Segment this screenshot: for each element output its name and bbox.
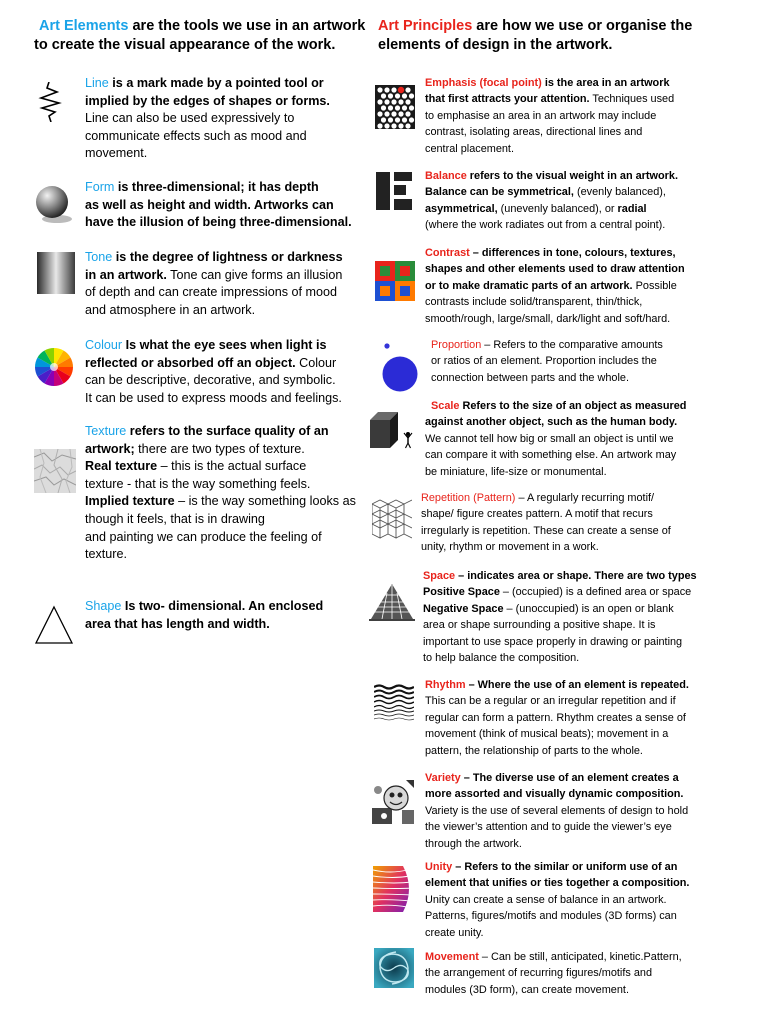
elements-header-line1: are the tools we use in an artwork (128, 18, 366, 34)
principle-balance-name: Balance (425, 170, 467, 182)
element-tone-text4: and atmosphere in an artwork. (85, 302, 256, 317)
principle-balance-radial: radial (617, 202, 647, 215)
space-pyramid-icon (369, 581, 415, 623)
element-texture (85, 423, 356, 564)
principle-unity-text4: Patterns, figures/motifs and modules (3D forms) can (425, 910, 677, 923)
positive-space-text: – (occupied) is a defined area or space (499, 586, 692, 599)
element-tone (85, 249, 343, 319)
element-texture-text8: texture. (85, 547, 127, 562)
principle-unity (425, 859, 689, 941)
principles-title: Art Principles (378, 18, 473, 34)
principle-variety-text3: Variety is the use of several elements of design to hold (425, 804, 689, 817)
principle-variety-text4: the viewer’s attention and to guide the viewer’s eye (425, 821, 672, 834)
sphere-form-icon (33, 183, 73, 225)
principle-movement-text1: – Can be still, anticipated, kinetic.Pattern, (478, 951, 682, 963)
principles-header-line2: elements of design in the artwork. (378, 37, 613, 53)
repetition-cube-pattern-icon (372, 498, 412, 541)
principle-space-text6: to help balance the composition. (423, 652, 580, 665)
balance-blocks-icon (375, 171, 413, 211)
principle-unity-name: Unity (425, 861, 453, 873)
principle-repetition-name: Repetition (Pattern) (421, 492, 516, 504)
element-line-def2: implied by the edges of shapes or forms. (85, 93, 330, 108)
principle-contrast-text4: contrasts include solid/transparent, thin/thick, (425, 296, 643, 309)
real-texture-text: – this is the actual surface (157, 459, 307, 474)
principle-repetition-text4: unity, rhythm or movement in a work. (421, 541, 599, 554)
principle-balance (425, 168, 678, 234)
element-colour (85, 337, 342, 407)
principle-proportion-text2: or ratios of an element. Proportion includes the (431, 355, 657, 368)
principle-contrast-text3: Possible (632, 279, 677, 292)
principle-emphasis-def2: that first attracts your attention. (425, 93, 590, 106)
element-tone-text3: of depth and can create impressions of mood (85, 285, 338, 300)
principle-balance-text4: (where the work radiates out from a central point). (425, 219, 666, 232)
principle-space-name: Space (423, 570, 456, 582)
principle-emphasis-text4: contrast, isolating areas, directional lines and (425, 126, 643, 139)
element-colour-def1: Is what the eye sees when light is (122, 338, 327, 352)
element-line-text3: Line can also be used expressively to (85, 111, 295, 126)
principle-emphasis-text5: central placement. (425, 142, 514, 155)
principle-repetition-text2: shape/ figure creates pattern. A motif that recurs (421, 508, 653, 521)
principle-contrast (425, 245, 685, 327)
elements-header-line2: to create the visual appearance of the work. (34, 37, 336, 53)
element-texture-name: Texture (85, 424, 127, 438)
element-tone-name: Tone (85, 250, 113, 264)
element-form-def2: as well as height and width. Artworks can (85, 197, 334, 212)
principle-scale-text5: be miniature, life-size or monumental. (425, 465, 607, 478)
element-tone-def2: in an artwork. (85, 267, 167, 282)
unity-op-art-icon (373, 866, 415, 912)
principles-header (378, 17, 692, 55)
principle-variety-text5: through the artwork. (425, 837, 522, 850)
real-texture-label: Real texture (85, 459, 158, 474)
principle-variety (425, 770, 688, 852)
principle-emphasis-text3: to emphasise an area in an artwork may include (425, 109, 657, 122)
principle-space-text5: important to use space properly in drawing or painting (423, 635, 683, 648)
principle-balance-bold3: asymmetrical, (425, 202, 498, 215)
principle-movement-text3: modules (3D form), can create movement. (425, 983, 629, 996)
zigzag-line-icon (37, 82, 63, 122)
element-line-def1: is a mark made by a pointed tool or (108, 76, 324, 90)
element-form (85, 179, 352, 232)
element-colour-text4: It can be used to express moods and feelings. (85, 390, 342, 405)
principle-scale-name: Scale (431, 400, 460, 412)
principle-balance-text2: (evenly balanced), (573, 186, 666, 199)
principle-rhythm (425, 677, 689, 759)
principle-contrast-text5: smooth/rough, large/small, dark/light and soft/hard. (425, 312, 671, 325)
element-colour-def2: reflected or absorbed off an object. (85, 355, 296, 370)
principles-header-line1: are how we use or organise the (472, 18, 693, 34)
principle-proportion-text1: – Refers to the comparative amounts (481, 339, 663, 351)
principle-rhythm-text4: movement (think of musical beats); movement in a (425, 728, 669, 741)
element-shape-def2: area that has length and width. (85, 616, 270, 631)
principle-variety-def1: – The diverse use of an element creates a (460, 772, 679, 784)
rhythm-wavy-lines-icon (374, 684, 414, 722)
element-texture-text2: there are two types of texture. (134, 441, 305, 456)
element-form-def1: is three-dimensional; it has depth (114, 180, 319, 194)
principle-contrast-name: Contrast (425, 247, 470, 259)
principle-repetition-text1: – A regularly recurring motif/ (515, 492, 655, 504)
proportion-circles-icon (379, 341, 421, 393)
element-line-name: Line (85, 76, 109, 90)
element-colour-name: Colour (85, 338, 123, 352)
principle-proportion-text3: connection between parts and the whole. (431, 371, 629, 384)
negative-space-text: – (unoccupied) is an open or blank (503, 602, 674, 615)
principle-scale-def2: against another object, such as the human body. (425, 416, 678, 429)
element-texture-text6: though it feels, that is in drawing (85, 511, 265, 526)
negative-space-label: Negative Space (423, 602, 504, 615)
implied-texture-text: – is the way something looks as (174, 494, 356, 509)
principle-contrast-def3: or to make dramatic parts of an artwork. (425, 279, 633, 292)
positive-space-label: Positive Space (423, 586, 500, 599)
colour-wheel-icon (34, 347, 74, 387)
scale-cube-figure-icon (368, 410, 416, 450)
principle-movement (425, 949, 682, 998)
principle-balance-def1: refers to the visual weight in an artwork. (466, 170, 678, 182)
element-texture-text4: texture - that is the way something feels. (85, 476, 311, 491)
principle-unity-text3: Unity can create a sense of balance in an artwork. (425, 893, 667, 906)
principle-emphasis (425, 75, 674, 157)
principle-rhythm-text3: regular can form a pattern. Rhythm creates a sense of (425, 711, 686, 724)
principle-rhythm-def1: – Where the use of an element is repeated. (465, 679, 689, 691)
principle-space-text4: area or shape surrounding a positive shape. It is (423, 619, 656, 632)
principle-proportion (431, 337, 663, 386)
crumpled-paper-texture-icon (34, 449, 76, 493)
element-colour-text3: can be descriptive, decorative, and symbolic. (85, 373, 336, 388)
principle-contrast-def2: shapes and other elements used to draw attention (425, 263, 685, 276)
principle-emphasis-def1: is the area in an artwork (541, 77, 670, 89)
element-shape-def1: Is two- dimensional. An enclosed (121, 599, 324, 613)
principle-emphasis-text2: Techniques used (589, 93, 675, 106)
element-line (85, 75, 330, 163)
tone-gradient-icon (37, 252, 75, 294)
variety-collage-icon (372, 780, 414, 824)
principle-rhythm-name: Rhythm (425, 679, 466, 691)
principle-scale-def1: Refers to the size of an object as measured (459, 400, 687, 412)
principle-contrast-def1: – differences in tone, colours, textures, (469, 247, 676, 259)
principle-movement-name: Movement (425, 951, 479, 963)
principle-scale-text4: can compare it with something else. An artwork may (425, 449, 677, 462)
principle-unity-text5: create unity. (425, 926, 484, 939)
principle-variety-name: Variety (425, 772, 461, 784)
principle-rhythm-text2: This can be a regular or an irregular repetition and if (425, 695, 676, 708)
principle-repetition-text3: irregularly is repetition. These can create a sense of (421, 524, 671, 537)
element-form-name: Form (85, 180, 115, 194)
element-shape-name: Shape (85, 599, 122, 613)
principle-space-def1: – indicates area or shape. There are two types (455, 570, 697, 582)
element-line-text4: communicate effects such as mood and (85, 128, 307, 143)
emphasis-hexagon-grid-icon (375, 85, 415, 129)
principle-proportion-name: Proportion (431, 339, 482, 351)
principle-balance-text3: (unevenly balanced), or (497, 202, 618, 215)
element-shape (85, 598, 323, 633)
element-texture-def2: artwork; (85, 441, 135, 456)
elements-header (34, 17, 365, 55)
element-texture-def1: refers to the surface quality of an (126, 424, 329, 438)
principle-balance-bold2: Balance can be symmetrical, (425, 186, 574, 199)
principle-space (423, 568, 697, 666)
principle-scale (425, 398, 686, 480)
principle-variety-def2: more assorted and visually dynamic composition. (425, 788, 684, 801)
elements-title: Art Elements (39, 18, 129, 34)
principle-scale-text3: We cannot tell how big or small an object is until we (425, 432, 674, 445)
element-colour-text2: Colour (295, 355, 337, 370)
principle-repetition (421, 490, 671, 556)
principle-emphasis-name: Emphasis (focal point) (425, 77, 542, 89)
element-line-text5: movement. (85, 146, 148, 161)
contrast-colour-squares-icon (375, 261, 415, 301)
principle-unity-def2: element that unifies or ties together a composition. (425, 877, 690, 890)
element-tone-def1: is the degree of lightness or darkness (112, 250, 343, 264)
element-tone-text2: Tone can give forms an illusion (166, 267, 343, 282)
principle-unity-def1: – Refers to the similar or uniform use of an (452, 861, 678, 873)
element-texture-text7: and painting we can produce the feeling of (85, 529, 322, 544)
principle-movement-text2: the arrangement of recurring figures/motifs and (425, 967, 653, 980)
principle-rhythm-text5: pattern, the relationship of parts to the whole. (425, 744, 643, 757)
movement-swirl-icon (374, 948, 414, 988)
implied-texture-label: Implied texture (85, 494, 175, 509)
triangle-shape-icon (34, 605, 74, 645)
element-form-def3: have the illusion of being three-dimensional. (85, 215, 352, 230)
